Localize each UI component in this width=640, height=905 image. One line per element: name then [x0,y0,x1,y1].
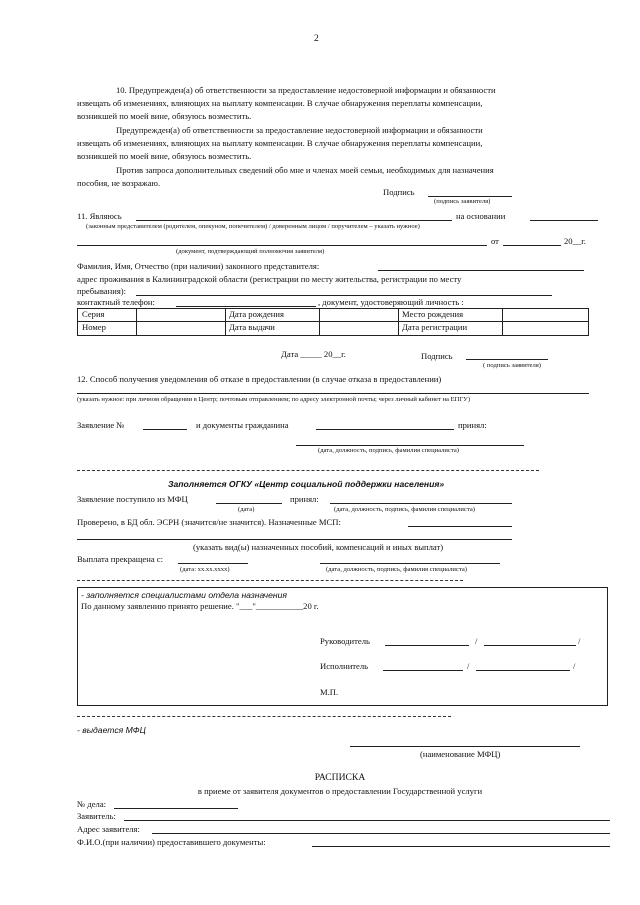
section-divider [77,470,539,471]
benefits-caption: (указать вид(ы) назначенных пособий, компенсаций и иных выплат) [193,542,444,552]
executor-slash: / [467,661,470,671]
from-label: от [491,236,499,246]
case-number-field[interactable] [114,808,238,809]
authority-doc-caption: (документ, подтверждающий полномочия заявителя) [176,248,325,255]
assignment-title: - заполняется специалистами отдела назначения [81,590,288,600]
phone-label: контактный телефон: [77,297,155,307]
id-doc-table-col-divider [502,308,503,335]
stopped-spec-caption: (дата, должность, подпись, фамилия специалиста) [326,566,467,573]
executor-label: Исполнитель [320,661,369,671]
stopped-date-caption: (дата: хх.хх.хххх) [180,566,230,573]
ogku-accepted-field[interactable] [330,503,512,504]
id-doc-table-col-divider [225,308,226,335]
from-date-field[interactable] [503,245,561,246]
decision-line: По данному заявлению принято решение. "___"___________20 г. [81,601,319,611]
mfc-title: - выдается МФЦ [77,725,146,735]
item10-p1-line1: 10. Предупрежден(а) об ответственности за предоставление недостоверной информации и обязанности [116,85,496,95]
id-doc-table-col-divider [136,308,137,335]
id-doc-table-col-divider [319,308,320,335]
executor-slash-end: / [573,661,576,671]
statement-number-field[interactable] [143,429,187,430]
head-slash-end: / [578,636,581,646]
number-label: Номер [82,322,106,332]
year-label: 20__г. [564,236,586,246]
item11-date: Дата _____ 20__г. [281,349,346,359]
registration-date-label: Дата регистрации [402,322,468,332]
notification-method-caption: (указать нужное: при личном обращении в Центр; почтовым отправлением; по адресу электронной почты; через личный кабинет на ЕПГУ) [77,396,471,403]
item11-sign-caption: ( подпись заявителя) [483,362,542,369]
accepted-label: принял: [458,420,487,430]
phone-field[interactable] [176,306,316,307]
head-label: Руководитель [320,636,370,646]
address-field[interactable] [136,295,552,296]
authority-doc-field[interactable] [77,245,487,246]
submitter-field[interactable] [312,846,610,847]
representative-fio-label: Фамилия, Имя, Отчество (при наличии) законного представителя: [77,261,320,271]
representative-fio-field[interactable] [378,270,584,271]
ogku-title: Заполняется ОГКУ «Центр социальной поддержки населения» [168,479,445,489]
mfc-name-field[interactable] [350,746,580,747]
item10-p1-line3: возникшей по моей вине, обязуюсь возместить. [77,111,252,121]
applicant-field[interactable] [124,820,610,821]
address-line1: адрес проживания в Калининградской области (регистрации по месту жительства, регистрации по месту [77,274,462,284]
head-slash: / [475,636,478,646]
section-divider [77,580,463,581]
head-name-field[interactable] [484,645,576,646]
basis-label: на основании [456,211,506,221]
item11-label: 11. Являюсь [77,211,122,221]
basis-field[interactable] [530,220,598,221]
item11-sign-field[interactable] [466,359,548,360]
seal-label: М.П. [320,687,339,697]
ogku-spec-caption: (дата, должность, подпись, фамилия специалиста) [334,506,475,513]
signature-line[interactable] [428,196,512,197]
issue-date-label: Дата выдачи [229,322,275,332]
id-doc-label: , документ, удостоверяющий личность : [318,297,464,307]
item10-p3-line2: пособия, не возражаю. [77,178,161,188]
receipt-subtitle: в приеме от заявителя документов о предоставлении Государственной услуги [197,786,483,796]
receipt-title: РАСПИСКА [314,772,366,783]
item10-p2-line3: возникшей по моей вине, обязуюсь возместить. [77,151,252,161]
ogku-accepted-label: принял: [290,494,319,504]
head-sign-field[interactable] [385,645,469,646]
item12-label: 12. Способ получения уведомления об отказе в предоставлении (в случае отказа в предоставлении) [77,374,442,384]
checked-label: Проверено, в БД обл. ЭСРН (значится/не значится). Назначенные МСП: [77,517,341,527]
address-line2: пребывания): [77,286,127,296]
series-label: Серия [82,309,105,319]
accepted-by-field[interactable] [296,445,524,446]
item10-p3-line1: Против запроса дополнительных сведений обо мне и членах моей семьи, необходимых для назначения [116,165,494,175]
mfc-name-caption: (наименование МФЦ) [420,749,501,759]
representative-caption: (законным представителем (родителем, опекуном, попечителем) / доверенным лицом / поручителем – указать нужное) [86,223,420,230]
ogku-date-caption: (дата) [238,506,255,513]
notification-method-field[interactable] [77,393,589,394]
stopped-label: Выплата прекращена с: [77,554,164,564]
accepted-caption: (дата, должность, подпись, фамилия специалиста) [318,447,459,454]
id-doc-table-col-divider [398,308,399,335]
applicant-label: Заявитель: [77,811,116,821]
item10-p1-line2: извещать об изменениях, влияющих на выплату компенсации. В случае обнаружения переплаты компенсации, [77,98,483,108]
submitter-label: Ф.И.О.(при наличии) предоставившего документы: [77,837,266,847]
applicant-address-field[interactable] [152,833,610,834]
section-divider [77,716,451,717]
birth-place-label: Место рождения [402,309,464,319]
signature-caption: (подпись заявителя) [434,198,491,205]
mfc-received-label: Заявление поступило из МФЦ [77,494,188,504]
item10-p2-line1: Предупрежден(а) об ответственности за предоставление недостоверной информации и обязанности [116,125,483,135]
page-number: 2 [314,33,319,44]
stopped-date-field[interactable] [178,563,248,564]
citizen-field[interactable] [316,429,454,430]
stopped-spec-field[interactable] [320,563,500,564]
signature-label: Подпись [383,187,415,197]
representative-field[interactable] [136,220,452,221]
executor-sign-field[interactable] [383,670,463,671]
statement-label: Заявление № [77,420,125,430]
id-doc-table [77,308,589,336]
case-number-label: № дела: [77,799,107,809]
executor-name-field[interactable] [476,670,570,671]
mfc-received-date-field[interactable] [216,503,282,504]
assigned-msp-field-line2[interactable] [77,539,512,540]
birth-date-label: Дата рождения [229,309,284,319]
docs-label: и документы гражданина [196,420,289,430]
assigned-msp-field[interactable] [408,526,512,527]
id-doc-table-row-divider [77,321,588,322]
applicant-address-label: Адрес заявителя: [77,824,140,834]
item11-sign-label: Подпись [421,351,453,361]
item10-p2-line2: извещать об изменениях, влияющих на выплату компенсации. В случае обнаружения переплаты компенсации, [77,138,483,148]
